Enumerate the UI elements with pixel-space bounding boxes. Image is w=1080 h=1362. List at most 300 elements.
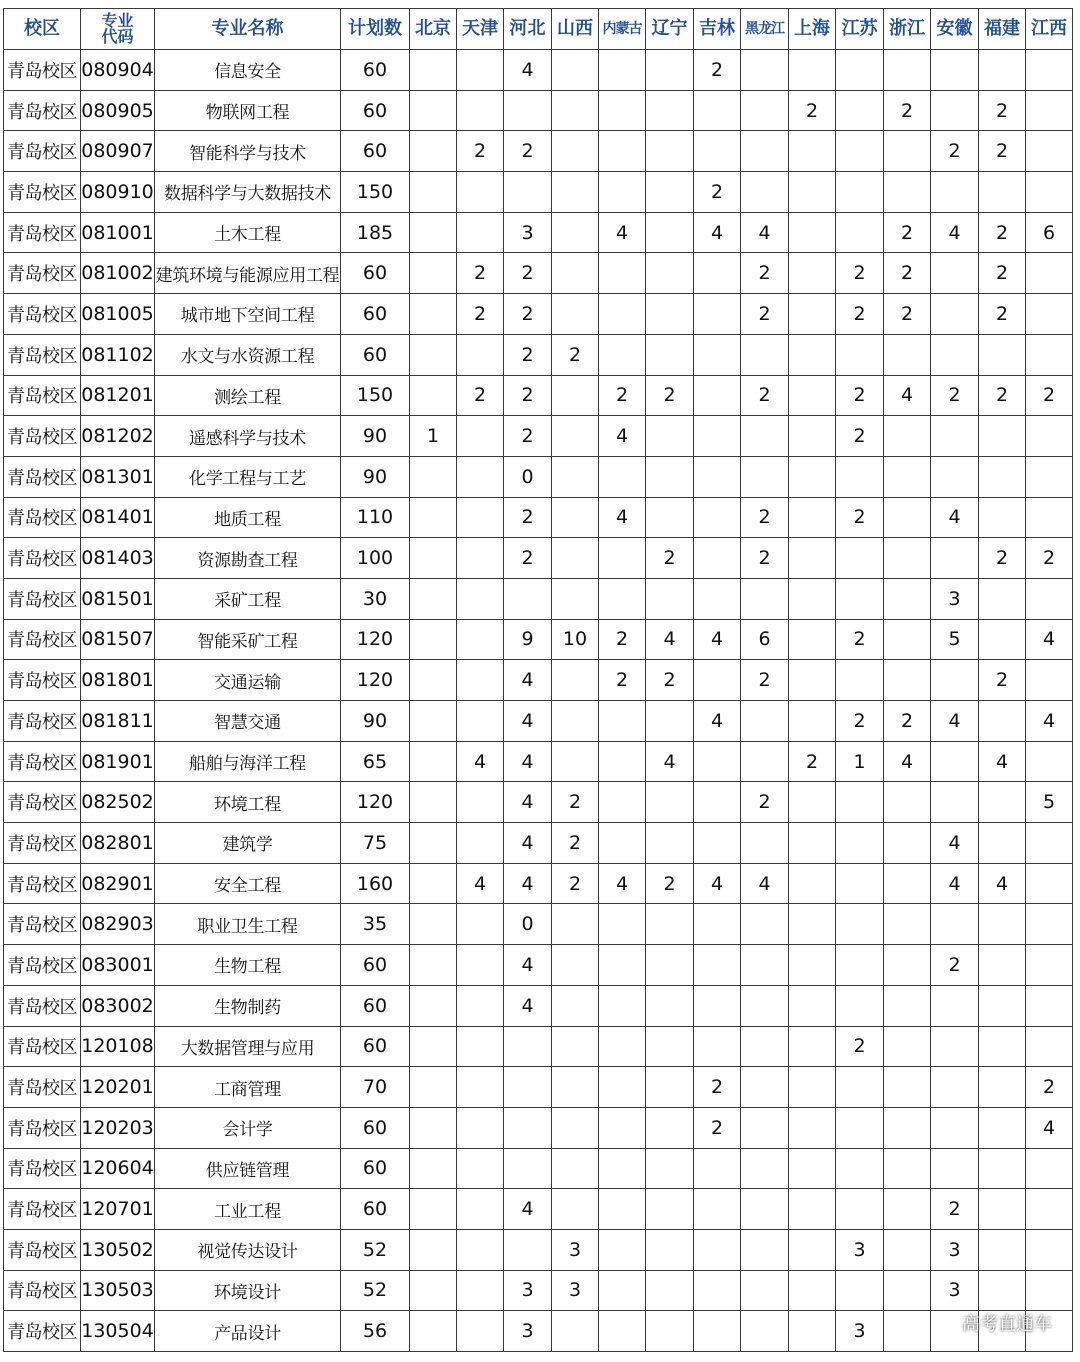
province-quota-cell: 4 [504,50,552,91]
province-quota-cell [741,1148,789,1189]
province-quota-cell: 1 [410,416,457,457]
table-row [4,1189,1073,1230]
province-quota-cell [694,945,741,986]
province-quota-cell [410,253,457,294]
province-quota-cell [789,823,836,864]
province-quota-cell [789,660,836,701]
province-quota-cell [599,131,646,172]
province-quota-cell [836,863,884,904]
province-quota-cell [552,294,599,335]
province-quota-cell: 3 [931,1270,979,1311]
province-quota-cell [552,1067,599,1108]
province-quota-cell: 4 [694,701,741,742]
province-quota-cell [931,294,979,335]
campus-cell: 青岛校区 [4,1270,81,1311]
campus-cell: 青岛校区 [4,1026,81,1067]
province-quota-cell: 2 [1026,375,1073,416]
campus-cell: 青岛校区 [4,131,81,172]
province-quota-cell [979,945,1026,986]
plan-count-cell: 65 [341,741,410,782]
province-quota-cell [410,701,457,742]
province-quota-cell [789,701,836,742]
province-quota-cell [979,701,1026,742]
province-quota-cell: 4 [931,863,979,904]
province-quota-cell: 2 [836,701,884,742]
province-quota-cell: 4 [504,945,552,986]
province-quota-cell: 2 [599,375,646,416]
province-quota-cell [599,538,646,579]
province-quota-cell [646,50,694,91]
province-quota-cell [599,1229,646,1270]
province-quota-cell [646,131,694,172]
province-quota-cell [741,1270,789,1311]
province-quota-cell [599,578,646,619]
major-code-cell: 120201 [81,1067,155,1108]
plan-count-cell: 150 [341,375,410,416]
table-row [4,578,1073,619]
province-quota-cell [1026,131,1073,172]
province-quota-cell: 2 [789,741,836,782]
province-quota-cell: 2 [884,701,931,742]
province-quota-cell [1026,823,1073,864]
province-quota-cell: 2 [979,538,1026,579]
table-row [4,1229,1073,1270]
province-quota-cell [931,660,979,701]
province-quota-cell: 3 [504,1311,552,1352]
province-quota-cell [931,334,979,375]
major-code-cell: 081005 [81,294,155,335]
province-quota-cell [552,131,599,172]
province-quota-cell [646,334,694,375]
province-quota-cell: 4 [504,741,552,782]
province-quota-cell [646,823,694,864]
province-quota-cell [599,741,646,782]
province-quota-cell [599,1270,646,1311]
province-quota-cell [979,1270,1026,1311]
province-quota-cell [599,701,646,742]
major-name-cell: 安全工程 [155,863,341,904]
province-quota-cell: 4 [504,1189,552,1230]
province-quota-cell [789,375,836,416]
plan-count-cell: 120 [341,782,410,823]
province-quota-cell [979,456,1026,497]
plan-count-cell: 35 [341,904,410,945]
province-quota-cell: 2 [457,375,504,416]
major-code-cell: 130503 [81,1270,155,1311]
table-row [4,782,1073,823]
province-quota-cell [410,619,457,660]
province-quota-cell [457,456,504,497]
major-code-cell: 120604 [81,1148,155,1189]
province-quota-cell [836,1148,884,1189]
province-quota-cell: 5 [1026,782,1073,823]
table-row [4,334,1073,375]
province-quota-cell [789,1107,836,1148]
campus-cell: 青岛校区 [4,660,81,701]
province-quota-cell: 2 [552,334,599,375]
major-name-cell: 大数据管理与应用 [155,1026,341,1067]
major-name-cell: 工业工程 [155,1189,341,1230]
province-quota-cell: 0 [504,456,552,497]
province-quota-cell [789,497,836,538]
province-quota-cell [836,945,884,986]
province-quota-cell: 4 [931,497,979,538]
major-code-cell: 081507 [81,619,155,660]
major-name-cell: 供应链管理 [155,1148,341,1189]
province-quota-cell [552,1107,599,1148]
province-quota-cell [552,456,599,497]
province-quota-cell [457,578,504,619]
province-quota-cell [789,416,836,457]
province-quota-cell [789,172,836,213]
province-quota-cell: 3 [836,1311,884,1352]
province-quota-cell [552,50,599,91]
province-quota-cell [979,1189,1026,1230]
province-quota-cell [646,1148,694,1189]
province-quota-cell [410,660,457,701]
province-quota-cell [457,172,504,213]
major-code-cell: 130502 [81,1229,155,1270]
province-quota-cell [646,985,694,1026]
province-quota-cell [789,782,836,823]
province-quota-cell [646,1311,694,1352]
province-quota-cell [410,863,457,904]
table-row [4,294,1073,335]
province-quota-cell [646,172,694,213]
province-quota-cell [410,1026,457,1067]
province-quota-cell [646,945,694,986]
province-quota-cell [1026,497,1073,538]
province-quota-cell [552,1311,599,1352]
province-quota-cell [836,50,884,91]
province-quota-cell: 2 [552,823,599,864]
province-quota-cell [884,985,931,1026]
plan-count-cell: 60 [341,1026,410,1067]
major-name-cell: 信息安全 [155,50,341,91]
province-quota-cell [884,660,931,701]
major-code-cell: 080905 [81,90,155,131]
province-quota-cell [552,701,599,742]
major-name-cell: 土木工程 [155,212,341,253]
province-quota-cell: 2 [646,660,694,701]
column-header: 黑龙江 [741,9,789,50]
province-quota-cell: 4 [504,701,552,742]
province-quota-cell [789,50,836,91]
campus-cell: 青岛校区 [4,497,81,538]
province-quota-cell [646,1270,694,1311]
province-quota-cell [457,538,504,579]
province-quota-cell [931,1067,979,1108]
province-quota-cell [457,90,504,131]
province-quota-cell [599,985,646,1026]
table-row [4,945,1073,986]
province-quota-cell [646,1067,694,1108]
province-quota-cell [884,945,931,986]
table-row [4,1270,1073,1311]
province-quota-cell [552,945,599,986]
province-quota-cell [457,1148,504,1189]
column-header: 河北 [504,9,552,50]
province-quota-cell [741,701,789,742]
province-quota-cell [457,985,504,1026]
province-quota-cell [457,212,504,253]
province-quota-cell: 2 [552,782,599,823]
province-quota-cell [836,1067,884,1108]
province-quota-cell [694,1189,741,1230]
province-quota-cell [599,294,646,335]
province-quota-cell [410,538,457,579]
major-name-cell: 建筑环境与能源应用工程 [155,253,341,294]
province-quota-cell [931,538,979,579]
major-code-cell: 120701 [81,1189,155,1230]
column-header: 福建 [979,9,1026,50]
province-quota-cell [789,538,836,579]
major-name-cell: 化学工程与工艺 [155,456,341,497]
column-header: 北京 [410,9,457,50]
plan-count-cell: 60 [341,334,410,375]
province-quota-cell [694,294,741,335]
province-quota-cell [931,1107,979,1148]
campus-cell: 青岛校区 [4,294,81,335]
province-quota-cell [1026,660,1073,701]
major-name-cell: 数据科学与大数据技术 [155,172,341,213]
province-quota-cell: 4 [599,212,646,253]
province-quota-cell [552,172,599,213]
province-quota-cell: 4 [694,863,741,904]
campus-cell: 青岛校区 [4,945,81,986]
province-quota-cell [552,741,599,782]
province-quota-cell [884,172,931,213]
major-name-cell: 智慧交通 [155,701,341,742]
province-quota-cell: 2 [504,416,552,457]
major-name-cell: 工商管理 [155,1067,341,1108]
major-name-cell: 交通运输 [155,660,341,701]
province-quota-cell [789,131,836,172]
province-quota-cell: 4 [599,863,646,904]
province-quota-cell [646,904,694,945]
province-quota-cell [410,904,457,945]
province-quota-cell [457,619,504,660]
province-quota-cell [931,782,979,823]
province-quota-cell [410,1067,457,1108]
province-quota-cell [741,1311,789,1352]
province-quota-cell: 2 [741,538,789,579]
province-quota-cell [836,456,884,497]
province-quota-cell [694,1270,741,1311]
table-row [4,538,1073,579]
major-code-cell: 081811 [81,701,155,742]
province-quota-cell: 2 [836,1026,884,1067]
table-row [4,619,1073,660]
province-quota-cell [1026,1270,1073,1311]
plan-count-cell: 52 [341,1229,410,1270]
province-quota-cell [1026,334,1073,375]
province-quota-cell: 2 [741,782,789,823]
campus-cell: 青岛校区 [4,1229,81,1270]
province-quota-cell: 6 [741,619,789,660]
province-quota-cell [504,1229,552,1270]
column-header: 天津 [457,9,504,50]
major-name-cell: 资源勘查工程 [155,538,341,579]
province-quota-cell [457,334,504,375]
province-quota-cell: 4 [504,985,552,1026]
province-quota-cell [552,1148,599,1189]
province-quota-cell [694,1311,741,1352]
province-quota-cell [552,538,599,579]
table-row [4,701,1073,742]
province-quota-cell [410,334,457,375]
major-name-cell: 生物工程 [155,945,341,986]
province-quota-cell: 4 [457,741,504,782]
province-quota-cell: 2 [1026,538,1073,579]
province-quota-cell [1026,1148,1073,1189]
province-quota-cell [789,578,836,619]
province-quota-cell [741,90,789,131]
province-quota-cell [410,497,457,538]
province-quota-cell [931,456,979,497]
province-quota-cell: 4 [884,375,931,416]
province-quota-cell [457,1067,504,1108]
province-quota-cell: 2 [979,294,1026,335]
province-quota-cell [1026,904,1073,945]
province-quota-cell [694,823,741,864]
province-quota-cell [599,456,646,497]
province-quota-cell [1026,1229,1073,1270]
table-row [4,1107,1073,1148]
campus-cell: 青岛校区 [4,823,81,864]
province-quota-cell [694,904,741,945]
province-quota-cell [741,985,789,1026]
plan-count-cell: 150 [341,172,410,213]
province-quota-cell [646,212,694,253]
plan-count-cell: 110 [341,497,410,538]
province-quota-cell [410,823,457,864]
province-quota-cell [552,497,599,538]
campus-cell: 青岛校区 [4,741,81,782]
column-header: 上海 [789,9,836,50]
province-quota-cell: 2 [504,253,552,294]
province-quota-cell [741,904,789,945]
province-quota-cell: 2 [931,1189,979,1230]
plan-count-cell: 75 [341,823,410,864]
province-quota-cell [552,904,599,945]
province-quota-cell [694,253,741,294]
major-code-cell: 081102 [81,334,155,375]
major-name-cell: 职业卫生工程 [155,904,341,945]
province-quota-cell [457,1229,504,1270]
province-quota-cell [1026,172,1073,213]
province-quota-cell [741,1229,789,1270]
campus-cell: 青岛校区 [4,863,81,904]
province-quota-cell [979,497,1026,538]
province-quota-cell [410,1311,457,1352]
campus-cell: 青岛校区 [4,1311,81,1352]
province-quota-cell [410,945,457,986]
province-quota-cell [979,823,1026,864]
province-quota-cell [789,294,836,335]
province-quota-cell: 4 [646,741,694,782]
province-quota-cell [552,375,599,416]
major-name-cell: 测绘工程 [155,375,341,416]
province-quota-cell [741,1107,789,1148]
province-quota-cell: 2 [884,294,931,335]
campus-cell: 青岛校区 [4,1189,81,1230]
province-quota-cell: 2 [504,131,552,172]
campus-cell: 青岛校区 [4,172,81,213]
plan-count-cell: 60 [341,90,410,131]
province-quota-cell [836,823,884,864]
province-quota-cell: 5 [931,619,979,660]
province-quota-cell [741,416,789,457]
province-quota-cell: 6 [1026,212,1073,253]
province-quota-cell [552,1189,599,1230]
province-quota-cell [410,294,457,335]
campus-cell: 青岛校区 [4,375,81,416]
province-quota-cell [789,1067,836,1108]
province-quota-cell [646,1026,694,1067]
province-quota-cell [789,253,836,294]
province-quota-cell [694,660,741,701]
province-quota-cell [410,90,457,131]
province-quota-cell [836,660,884,701]
province-quota-cell: 2 [504,294,552,335]
province-quota-cell [979,985,1026,1026]
province-quota-cell [599,823,646,864]
province-quota-cell: 2 [741,253,789,294]
major-code-cell: 081901 [81,741,155,782]
province-quota-cell [931,50,979,91]
province-quota-cell: 3 [504,1270,552,1311]
province-quota-cell [552,253,599,294]
table-row [4,1148,1073,1189]
column-header: 校区 [4,9,81,50]
province-quota-cell [646,1229,694,1270]
province-quota-cell [552,416,599,457]
province-quota-cell [694,334,741,375]
major-name-cell: 船舶与海洋工程 [155,741,341,782]
province-quota-cell [931,90,979,131]
province-quota-cell [410,50,457,91]
province-quota-cell: 2 [884,253,931,294]
province-quota-cell [836,1270,884,1311]
column-header: 吉林 [694,9,741,50]
major-code-cell: 080907 [81,131,155,172]
province-quota-cell [1026,1026,1073,1067]
province-quota-cell: 2 [694,172,741,213]
plan-count-cell: 100 [341,538,410,579]
province-quota-cell: 2 [1026,1067,1073,1108]
province-quota-cell [884,1067,931,1108]
province-quota-cell: 9 [504,619,552,660]
major-code-cell: 083001 [81,945,155,986]
province-quota-cell: 4 [504,823,552,864]
province-quota-cell: 4 [457,863,504,904]
province-quota-cell: 4 [694,619,741,660]
table-row [4,863,1073,904]
province-quota-cell [457,945,504,986]
province-quota-cell [646,782,694,823]
major-code-cell: 130504 [81,1311,155,1352]
plan-count-cell: 60 [341,253,410,294]
province-quota-cell: 2 [931,131,979,172]
plan-count-cell: 52 [341,1270,410,1311]
plan-count-cell: 70 [341,1067,410,1108]
province-quota-cell [979,619,1026,660]
campus-cell: 青岛校区 [4,212,81,253]
province-quota-cell [836,985,884,1026]
province-quota-cell [410,375,457,416]
province-quota-cell: 3 [552,1270,599,1311]
